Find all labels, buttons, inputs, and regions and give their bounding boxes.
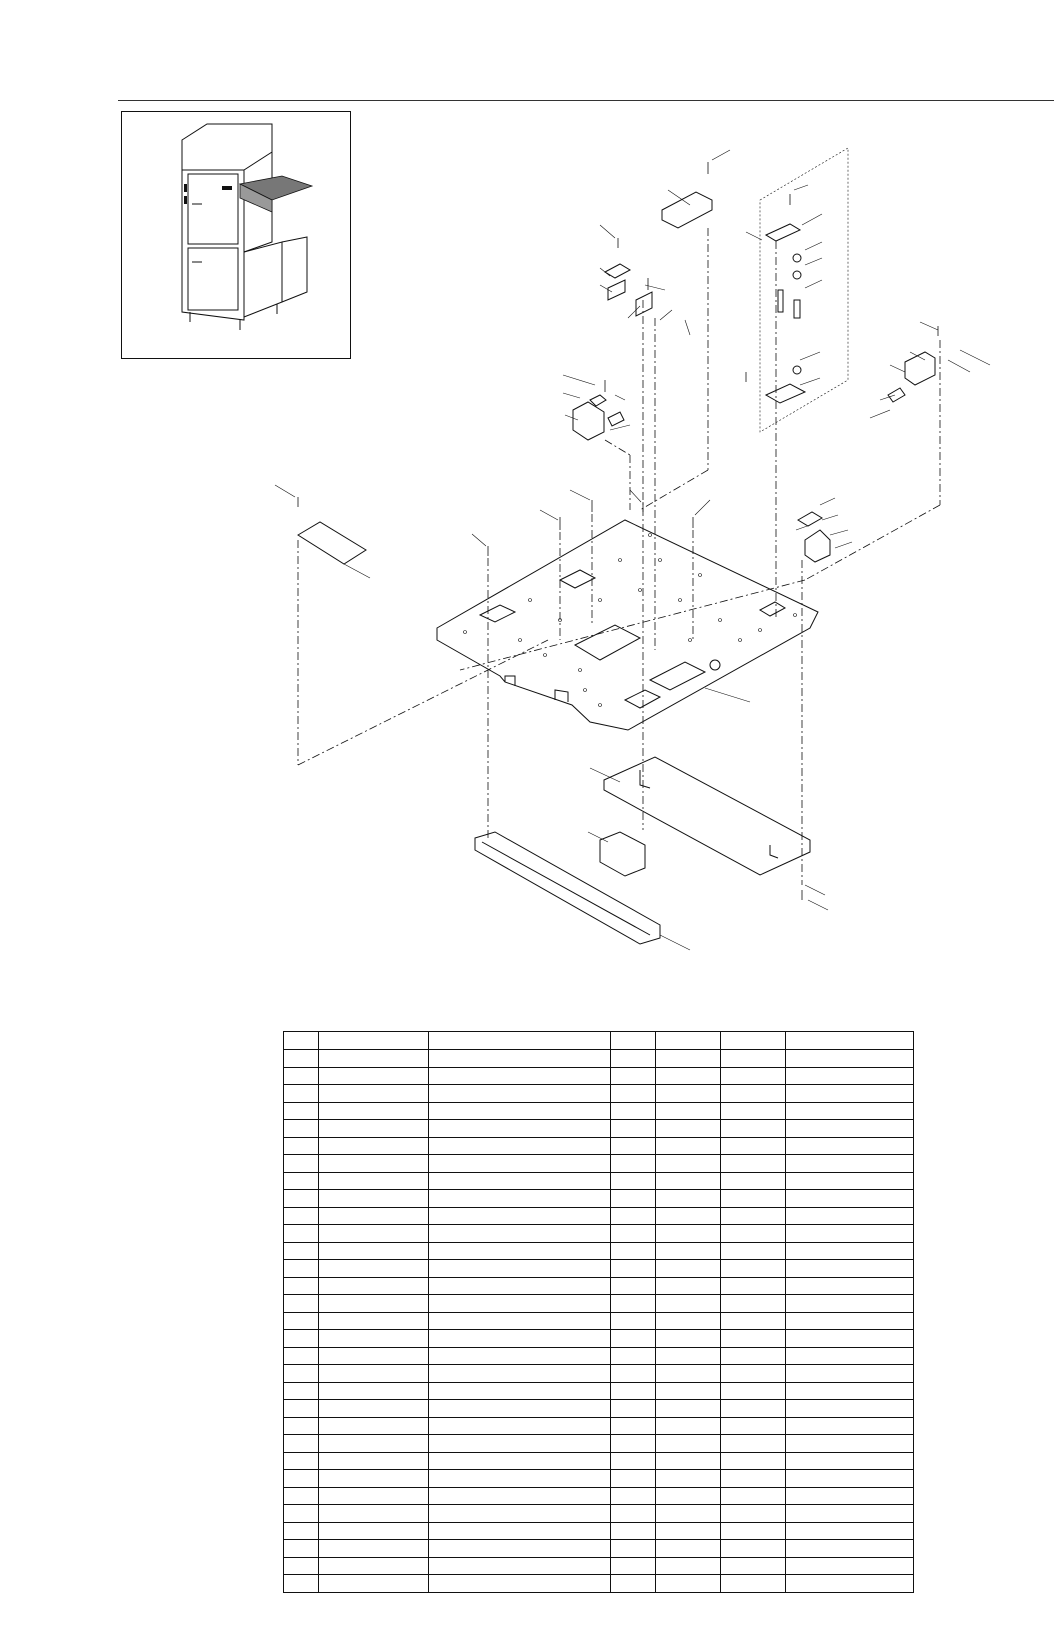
table-cell	[611, 1155, 656, 1173]
table-cell	[611, 1522, 656, 1540]
table-cell	[656, 1347, 721, 1365]
table-cell	[611, 1032, 656, 1050]
table-cell	[611, 1557, 656, 1575]
table-cell	[319, 1470, 429, 1488]
table-cell	[429, 1172, 611, 1190]
table-cell	[721, 1575, 786, 1593]
table-cell	[656, 1190, 721, 1208]
table-cell	[429, 1225, 611, 1243]
table-row	[284, 1295, 914, 1313]
table-cell	[786, 1085, 914, 1103]
table-cell	[611, 1050, 656, 1068]
table-cell	[429, 1365, 611, 1383]
table-cell	[656, 1330, 721, 1348]
table-cell	[786, 1487, 914, 1505]
table-cell	[284, 1207, 319, 1225]
table-row	[284, 1312, 914, 1330]
table-cell	[429, 1557, 611, 1575]
table-cell	[319, 1505, 429, 1523]
table-cell	[656, 1242, 721, 1260]
table-cell	[319, 1347, 429, 1365]
table-cell	[786, 1400, 914, 1418]
table-cell	[786, 1120, 914, 1138]
table-cell	[656, 1487, 721, 1505]
table-cell	[656, 1155, 721, 1173]
table-cell	[721, 1032, 786, 1050]
table-cell	[319, 1155, 429, 1173]
table-cell	[429, 1137, 611, 1155]
table-cell	[721, 1242, 786, 1260]
table-cell	[429, 1540, 611, 1558]
table-cell	[319, 1277, 429, 1295]
table-cell	[721, 1400, 786, 1418]
top-bracket	[662, 192, 712, 228]
table-cell	[786, 1190, 914, 1208]
table-cell	[429, 1470, 611, 1488]
table-cell	[284, 1347, 319, 1365]
table-cell	[319, 1312, 429, 1330]
table-cell	[721, 1155, 786, 1173]
table-row	[284, 1365, 914, 1383]
table-row	[284, 1085, 914, 1103]
table-cell	[284, 1242, 319, 1260]
table-cell	[284, 1312, 319, 1330]
table-cell	[611, 1452, 656, 1470]
table-row	[284, 1137, 914, 1155]
table-cell	[786, 1102, 914, 1120]
table-cell	[319, 1365, 429, 1383]
table-cell	[429, 1277, 611, 1295]
table-cell	[611, 1312, 656, 1330]
table-row	[284, 1050, 914, 1068]
table-cell	[284, 1557, 319, 1575]
table-row	[284, 1417, 914, 1435]
table-cell	[721, 1207, 786, 1225]
table-cell	[611, 1102, 656, 1120]
table-cell	[656, 1435, 721, 1453]
table-cell	[721, 1365, 786, 1383]
table-row	[284, 1470, 914, 1488]
table-cell	[611, 1067, 656, 1085]
table-cell	[284, 1400, 319, 1418]
table-cell	[429, 1085, 611, 1103]
table-cell	[319, 1417, 429, 1435]
table-cell	[429, 1452, 611, 1470]
table-cell	[656, 1575, 721, 1593]
table-cell	[429, 1050, 611, 1068]
table-cell	[284, 1575, 319, 1593]
table-cell	[786, 1452, 914, 1470]
table-cell	[721, 1102, 786, 1120]
table-cell	[284, 1225, 319, 1243]
table-cell	[429, 1032, 611, 1050]
table-cell	[721, 1260, 786, 1278]
table-cell	[319, 1435, 429, 1453]
table-cell	[786, 1155, 914, 1173]
table-cell	[611, 1085, 656, 1103]
table-cell	[319, 1557, 429, 1575]
table-cell	[721, 1417, 786, 1435]
table-cell	[611, 1365, 656, 1383]
table-cell	[656, 1557, 721, 1575]
table-row	[284, 1575, 914, 1593]
table-cell	[721, 1330, 786, 1348]
table-row	[284, 1032, 914, 1050]
table-cell	[284, 1260, 319, 1278]
table-cell	[656, 1522, 721, 1540]
table-cell	[786, 1067, 914, 1085]
table-row	[284, 1382, 914, 1400]
table-cell	[319, 1172, 429, 1190]
parts-list-body	[284, 1032, 914, 1593]
parts-list-table	[283, 1031, 914, 1593]
table-cell	[721, 1172, 786, 1190]
table-row	[284, 1522, 914, 1540]
table-cell	[656, 1207, 721, 1225]
table-cell	[611, 1190, 656, 1208]
table-cell	[319, 1067, 429, 1085]
table-cell	[611, 1400, 656, 1418]
table-row	[284, 1172, 914, 1190]
table-cell	[284, 1190, 319, 1208]
table-cell	[786, 1382, 914, 1400]
table-cell	[721, 1050, 786, 1068]
table-cell	[284, 1417, 319, 1435]
table-cell	[656, 1295, 721, 1313]
table-cell	[429, 1312, 611, 1330]
table-cell	[319, 1207, 429, 1225]
table-cell	[656, 1032, 721, 1050]
table-cell	[721, 1470, 786, 1488]
table-cell	[319, 1120, 429, 1138]
table-cell	[656, 1067, 721, 1085]
table-cell	[284, 1487, 319, 1505]
table-cell	[786, 1435, 914, 1453]
table-cell	[319, 1400, 429, 1418]
table-cell	[721, 1295, 786, 1313]
table-cell	[786, 1330, 914, 1348]
table-cell	[284, 1470, 319, 1488]
table-cell	[786, 1417, 914, 1435]
table-cell	[656, 1452, 721, 1470]
table-cell	[611, 1137, 656, 1155]
table-cell	[721, 1312, 786, 1330]
table-cell	[319, 1522, 429, 1540]
table-cell	[284, 1050, 319, 1068]
table-cell	[656, 1540, 721, 1558]
table-row	[284, 1102, 914, 1120]
table-cell	[319, 1225, 429, 1243]
table-cell	[611, 1382, 656, 1400]
table-cell	[611, 1505, 656, 1523]
table-cell	[721, 1557, 786, 1575]
lower-bracket	[600, 832, 645, 876]
table-cell	[429, 1260, 611, 1278]
table-row	[284, 1242, 914, 1260]
table-cell	[429, 1207, 611, 1225]
table-cell	[319, 1330, 429, 1348]
table-cell	[429, 1120, 611, 1138]
table-cell	[656, 1400, 721, 1418]
table-cell	[284, 1120, 319, 1138]
table-cell	[786, 1540, 914, 1558]
table-cell	[721, 1190, 786, 1208]
table-cell	[656, 1172, 721, 1190]
table-row	[284, 1120, 914, 1138]
table-cell	[284, 1277, 319, 1295]
long-rail	[475, 832, 660, 944]
table-row	[284, 1155, 914, 1173]
table-row	[284, 1330, 914, 1348]
table-cell	[721, 1522, 786, 1540]
table-cell	[656, 1505, 721, 1523]
table-cell	[786, 1470, 914, 1488]
table-cell	[429, 1382, 611, 1400]
table-cell	[284, 1382, 319, 1400]
table-cell	[319, 1575, 429, 1593]
table-cell	[284, 1435, 319, 1453]
table-row	[284, 1207, 914, 1225]
table-cell	[656, 1470, 721, 1488]
table-row	[284, 1190, 914, 1208]
table-cell	[721, 1382, 786, 1400]
table-cell	[284, 1032, 319, 1050]
table-cell	[429, 1155, 611, 1173]
table-cell	[786, 1050, 914, 1068]
table-cell	[284, 1522, 319, 1540]
table-cell	[611, 1435, 656, 1453]
left-cover-plate	[298, 522, 366, 564]
table-row	[284, 1557, 914, 1575]
table-cell	[786, 1295, 914, 1313]
table-cell	[786, 1172, 914, 1190]
table-cell	[656, 1382, 721, 1400]
table-cell	[721, 1435, 786, 1453]
table-cell	[429, 1487, 611, 1505]
table-cell	[721, 1137, 786, 1155]
table-cell	[611, 1207, 656, 1225]
table-row	[284, 1347, 914, 1365]
table-cell	[319, 1382, 429, 1400]
table-cell	[429, 1505, 611, 1523]
table-cell	[429, 1347, 611, 1365]
table-row	[284, 1505, 914, 1523]
table-cell	[429, 1067, 611, 1085]
table-cell	[284, 1085, 319, 1103]
table-cell	[786, 1277, 914, 1295]
table-cell	[611, 1330, 656, 1348]
table-cell	[284, 1330, 319, 1348]
table-cell	[611, 1295, 656, 1313]
table-cell	[786, 1207, 914, 1225]
table-row	[284, 1067, 914, 1085]
table-cell	[656, 1137, 721, 1155]
table-cell	[429, 1242, 611, 1260]
table-cell	[721, 1540, 786, 1558]
table-cell	[721, 1452, 786, 1470]
table-cell	[319, 1242, 429, 1260]
table-row	[284, 1487, 914, 1505]
table-cell	[284, 1137, 319, 1155]
table-cell	[611, 1575, 656, 1593]
table-cell	[429, 1575, 611, 1593]
table-cell	[429, 1102, 611, 1120]
table-cell	[319, 1452, 429, 1470]
table-cell	[786, 1365, 914, 1383]
table-cell	[721, 1487, 786, 1505]
table-cell	[611, 1487, 656, 1505]
table-cell	[786, 1522, 914, 1540]
table-cell	[284, 1540, 319, 1558]
table-cell	[611, 1260, 656, 1278]
table-cell	[656, 1225, 721, 1243]
table-row	[284, 1540, 914, 1558]
table-cell	[319, 1540, 429, 1558]
table-cell	[611, 1277, 656, 1295]
table-cell	[611, 1540, 656, 1558]
table-cell	[284, 1452, 319, 1470]
table-cell	[656, 1277, 721, 1295]
table-cell	[284, 1102, 319, 1120]
table-cell	[284, 1067, 319, 1085]
table-cell	[656, 1050, 721, 1068]
table-cell	[656, 1260, 721, 1278]
table-cell	[429, 1417, 611, 1435]
table-cell	[721, 1277, 786, 1295]
table-cell	[786, 1242, 914, 1260]
table-cell	[319, 1260, 429, 1278]
table-cell	[611, 1470, 656, 1488]
table-cell	[611, 1172, 656, 1190]
table-cell	[319, 1050, 429, 1068]
table-cell	[786, 1032, 914, 1050]
table-cell	[721, 1225, 786, 1243]
table-cell	[786, 1137, 914, 1155]
table-cell	[786, 1260, 914, 1278]
table-cell	[319, 1032, 429, 1050]
table-cell	[656, 1365, 721, 1383]
table-cell	[284, 1505, 319, 1523]
table-cell	[786, 1312, 914, 1330]
table-cell	[786, 1225, 914, 1243]
table-cell	[284, 1155, 319, 1173]
table-row	[284, 1260, 914, 1278]
table-cell	[721, 1067, 786, 1085]
table-cell	[319, 1085, 429, 1103]
table-cell	[611, 1242, 656, 1260]
table-cell	[429, 1435, 611, 1453]
table-cell	[429, 1400, 611, 1418]
table-row	[284, 1452, 914, 1470]
table-cell	[721, 1347, 786, 1365]
table-cell	[656, 1417, 721, 1435]
table-cell	[319, 1190, 429, 1208]
table-cell	[429, 1190, 611, 1208]
table-cell	[429, 1295, 611, 1313]
table-cell	[319, 1487, 429, 1505]
table-row	[284, 1400, 914, 1418]
table-cell	[319, 1137, 429, 1155]
table-cell	[656, 1085, 721, 1103]
table-cell	[319, 1102, 429, 1120]
table-cell	[721, 1085, 786, 1103]
lower-plate	[604, 757, 810, 875]
table-cell	[611, 1120, 656, 1138]
table-row	[284, 1225, 914, 1243]
table-cell	[611, 1225, 656, 1243]
table-cell	[656, 1102, 721, 1120]
table-row	[284, 1435, 914, 1453]
table-cell	[611, 1347, 656, 1365]
table-cell	[786, 1557, 914, 1575]
table-cell	[721, 1505, 786, 1523]
table-cell	[786, 1505, 914, 1523]
table-cell	[284, 1365, 319, 1383]
table-cell	[611, 1417, 656, 1435]
table-row	[284, 1277, 914, 1295]
table-cell	[284, 1295, 319, 1313]
table-cell	[284, 1172, 319, 1190]
table-cell	[656, 1120, 721, 1138]
table-cell	[319, 1295, 429, 1313]
table-cell	[786, 1347, 914, 1365]
table-cell	[656, 1312, 721, 1330]
table-cell	[429, 1522, 611, 1540]
table-cell	[429, 1330, 611, 1348]
table-cell	[786, 1575, 914, 1593]
table-cell	[721, 1120, 786, 1138]
